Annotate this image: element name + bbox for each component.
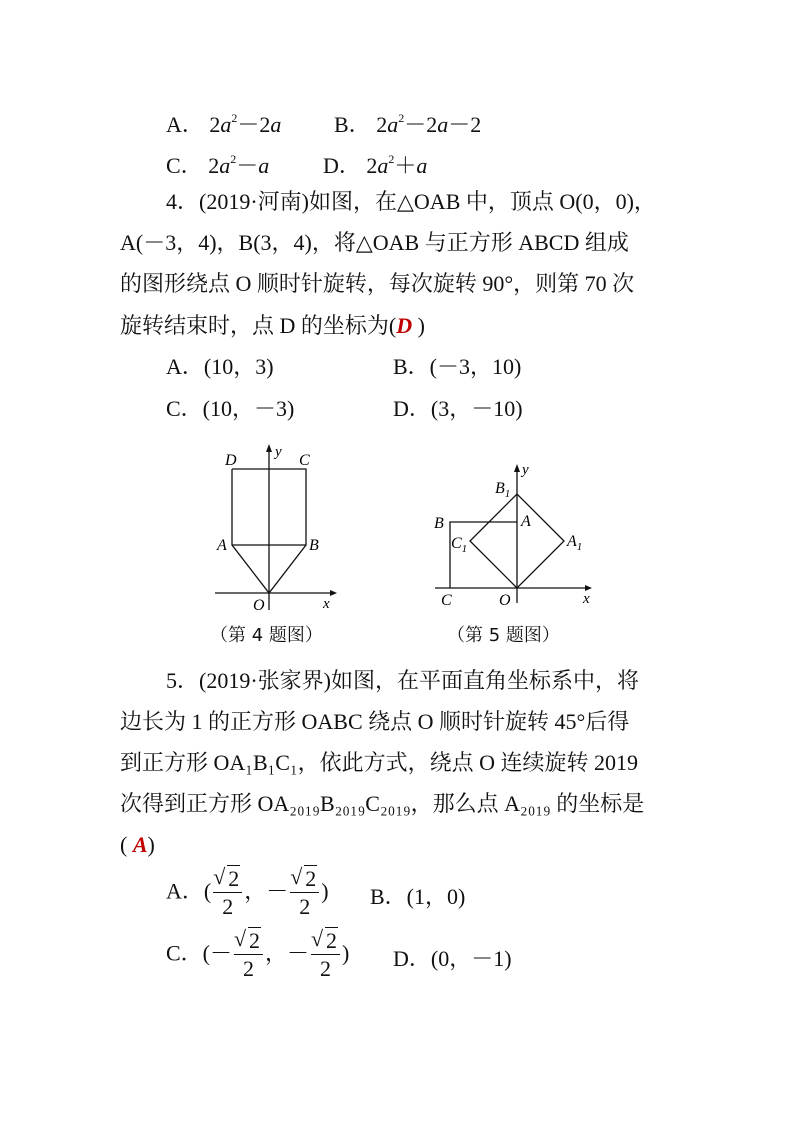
fig4-caption: （第 4 题图） <box>210 625 323 646</box>
fig5-label-x: x <box>583 591 590 607</box>
q3-option-c: C． $2a^2-a$ <box>166 152 270 178</box>
fig5-label-a: A <box>521 513 531 530</box>
q5-answer: A <box>132 832 148 857</box>
fig5-label-y: y <box>522 462 529 478</box>
figure-4 <box>205 440 355 620</box>
q3-option-d: D． $2a^2+a$ <box>323 152 428 178</box>
q4-answer: D <box>396 313 413 338</box>
fig4-x-arrow <box>330 590 337 596</box>
fig5-label-b: B <box>434 515 444 532</box>
q4-option-a: A．(10，3) <box>166 354 274 379</box>
fig4-label-y: y <box>275 444 282 460</box>
fig5-caption: （第 5 题图） <box>447 625 560 646</box>
q5-option-c: C．(－ √ $\frac{2}{2}$ ，－ √ $\frac{2}{2}$ ) <box>166 928 349 983</box>
fig5-label-c: C <box>441 592 452 609</box>
q3-option-a: A． $2a^2-2a$ <box>166 111 282 137</box>
fig5-label-c1: $C_1$ <box>451 535 468 555</box>
q5-option-d: D．(0，－1) <box>393 946 512 971</box>
fig4-label-x: x <box>323 596 330 612</box>
q5-line-4: 次得到正方形 OA₂₀₁₉B₂₀₁₉C₂₀₁₉，那么点 A₂₀₁₉ 的坐标是 <box>120 791 645 816</box>
q4-option-b: B．(－3，10) <box>393 354 522 379</box>
q4-line-3: 的图形绕点 O 顺时针旋转，每次旋转 90°，则第 70 次 <box>120 271 635 296</box>
fig5-label-a1: $A_1$ <box>567 533 583 553</box>
fig5-label-o: O <box>499 592 511 609</box>
q5-option-b: B．(1，0) <box>370 884 466 909</box>
fig4-label-c: C <box>299 452 310 469</box>
fig5-label-b1: $B_1$ <box>495 480 511 500</box>
fig5-y-arrow <box>514 464 520 472</box>
fig4-label-d: D <box>225 452 237 469</box>
q5-option-a: A．( √ $\frac{2}{2}$ ，－ √ $\frac{2}{2}$ ) <box>166 866 329 921</box>
q4-option-c: C．(10，－3) <box>166 396 295 421</box>
fig4-label-o: O <box>253 597 265 614</box>
q3-option-b: B． $2a^2-2a-2$ <box>334 111 482 137</box>
fig4-label-b: B <box>309 537 319 554</box>
fig4-y-arrow <box>266 444 272 452</box>
fig4-label-a: A <box>217 537 227 554</box>
q4-line-4: 旋转结束时，点 D 的坐标为(D ) <box>120 313 425 338</box>
q4-line-2: A(－3，4)，B(3，4)，将△OAB 与正方形 ABCD 组成 <box>120 230 629 255</box>
q5-line-2: 边长为 1 的正方形 OABC 绕点 O 顺时针旋转 45°后得 <box>120 709 630 734</box>
q5-line-1: 5．(2019·张家界)如图，在平面直角坐标系中，将 <box>166 668 640 693</box>
figure-5 <box>425 458 605 618</box>
q5-line-5: ( A) <box>120 832 155 857</box>
q4-line-1: 4．(2019·河南)如图，在△OAB 中，顶点 O(0，0)， <box>166 189 656 214</box>
q5-line-3: 到正方形 OA₁B₁C₁，依此方式，绕点 O 连续旋转 2019 <box>120 750 639 775</box>
q4-option-d: D．(3，－10) <box>393 396 523 421</box>
